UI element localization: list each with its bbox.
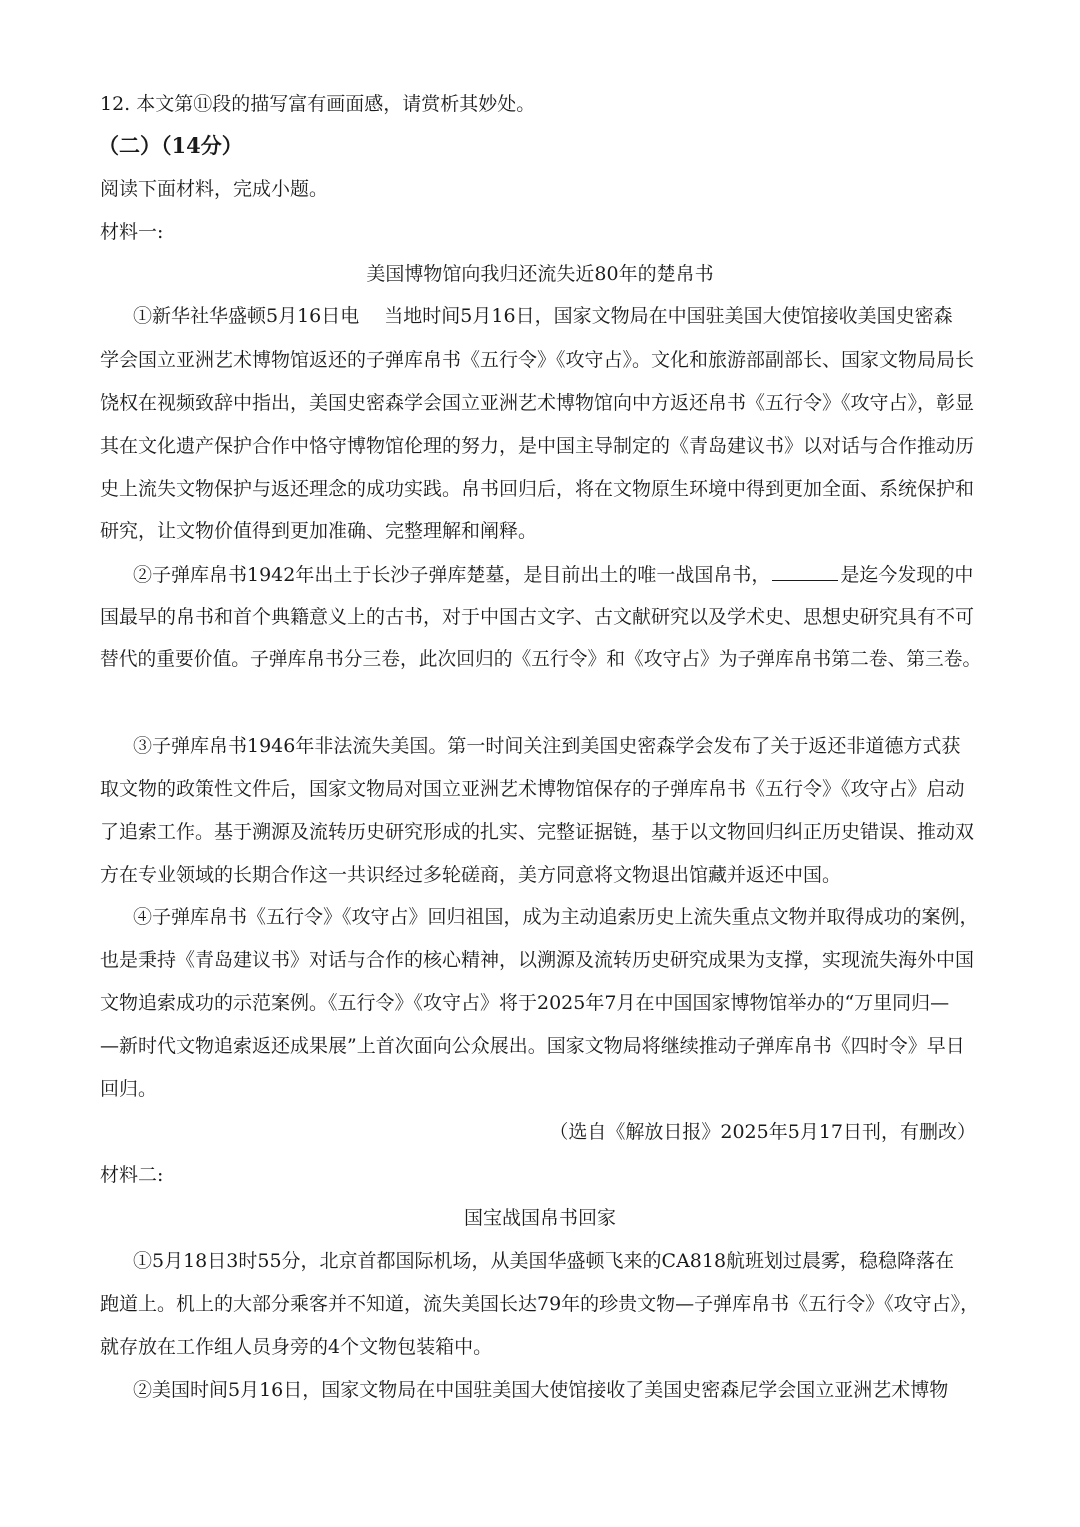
m1-p4-line-1: ④子弹库帛书《五行令》《攻守占》回归祖国，成为主动追索历史上流失重点文物并取得成功的案例， — [133, 906, 979, 928]
m1-p4-line-3: 文物追索成功的示范案例。《五行令》《攻守占》将于2025年7月在中国国家博物馆举办的“万里同归— — [100, 992, 950, 1014]
m1-p2-line-2: 国最早的帛书和首个典籍意义上的古书，对于中国古文字、古文献研究以及学术史、思想史研究具有不可 — [100, 606, 975, 628]
m1-p1-line-3: 饶权在视频致辞中指出，美国史密森学会国立亚洲艺术博物馆向中方返还帛书《五行令》《攻守占》，彰显 — [100, 392, 975, 414]
m2-p1-line-3: 就存放在工作组人员身旁的4个文物包装箱中。 — [100, 1336, 493, 1358]
m1-p1-line-1: ①新华社华盛顿5月16日电 当地时间5月16日，国家文物局在中国驻美国大使馆接收美国史密森 — [133, 305, 953, 327]
m1-p4-line-5: 回归。 — [100, 1078, 158, 1100]
m1-p1-line-5: 史上流失文物保护与返还理念的成功实践。帛书回归后，将在文物原生环境中得到更加全面、系统保护和 — [100, 478, 975, 500]
m1-p2-line-1 — [133, 562, 979, 587]
m1-p1-line-2: 学会国立亚洲艺术博物馆返还的子弹库帛书《五行令》《攻守占》。文化和旅游部副部长、国家文物局局长 — [100, 349, 975, 371]
question-12: 12. 本文第⑪段的描写富有画面感，请赏析其妙处。 — [100, 93, 536, 115]
material-2-title: 国宝战国帛书回家 — [463, 1207, 616, 1229]
m1-p1-line-4: 其在文化遗产保护合作中恪守博物馆伦理的努力，是中国主导制定的《青岛建议书》以对话与合作推动历 — [100, 435, 975, 457]
m1-p2-line-3: 替代的重要价值。子弹库帛书分三卷，此次回归的《五行令》和《攻守占》为子弹库帛书第二卷、第三卷。 — [100, 649, 982, 670]
material-1-source: （选自《解放日报》2025年5月17日刊，有删改） — [549, 1121, 976, 1143]
fill-in-blank[interactable] — [772, 562, 838, 581]
m1-p4-line-2: 也是秉持《青岛建议书》对话与合作的核心精神，以溯源及流转历史研究成果为支撑，实现流失海外中国 — [100, 949, 975, 971]
m2-p2-line-1: ②美国时间5月16日，国家文物局在中国驻美国大使馆接收了美国史密森尼学会国立亚洲艺术博物 — [133, 1379, 949, 1401]
m1-p4-line-4: —新时代文物追索返还成果展”上首次面向公众展出。国家文物局将继续推动子弹库帛书《四时令》早日 — [100, 1035, 965, 1057]
m2-p1-line-1: ①5月18日3时55分，北京首都国际机场，从美国华盛顿飞来的CA818航班划过晨雾，稳稳降落在 — [133, 1250, 955, 1272]
reading-instruction: 阅读下面材料，完成小题。 — [100, 178, 329, 200]
m1-p1-line-6: 研究，让文物价值得到更加准确、完整理解和阐释。 — [100, 520, 538, 542]
m2-p1-line-2: 跑道上。机上的大部分乘客并不知道，流失美国长达79年的珍贵文物—子弹库帛书《五行令》《攻守占》， — [100, 1293, 980, 1315]
m1-p2-text-before-blank: ②子弹库帛书1942年出土于长沙子弹库楚墓，是目前出土的唯一战国帛书， — [133, 564, 771, 586]
m1-p3-line-4: 方在专业领域的长期合作这一共识经过多轮磋商，美方同意将文物退出馆藏并返还中国。 — [100, 864, 842, 886]
material-1-title: 美国博物馆向我归还流失近80年的楚帛书 — [366, 263, 714, 285]
m1-p3-line-2: 取文物的政策性文件后，国家文物局对国立亚洲艺术博物馆保存的子弹库帛书《五行令》《攻守占》启动 — [100, 778, 965, 800]
material-2-label: 材料二: — [100, 1164, 164, 1186]
material-1-label: 材料一: — [100, 221, 164, 243]
m1-p3-line-1: ③子弹库帛书1946年非法流失美国。第一时间关注到美国史密森学会发布了关于返还非道德方式获 — [133, 735, 961, 757]
m1-p2-text-after-blank: 是迄今发现的中 — [840, 564, 974, 586]
m1-p3-line-3: 了追索工作。基于溯源及流转历史研究形成的扎实、完整证据链，基于以文物回归纠正历史错误、推动双 — [100, 821, 975, 843]
section-heading: （二）（14分） — [98, 133, 243, 158]
